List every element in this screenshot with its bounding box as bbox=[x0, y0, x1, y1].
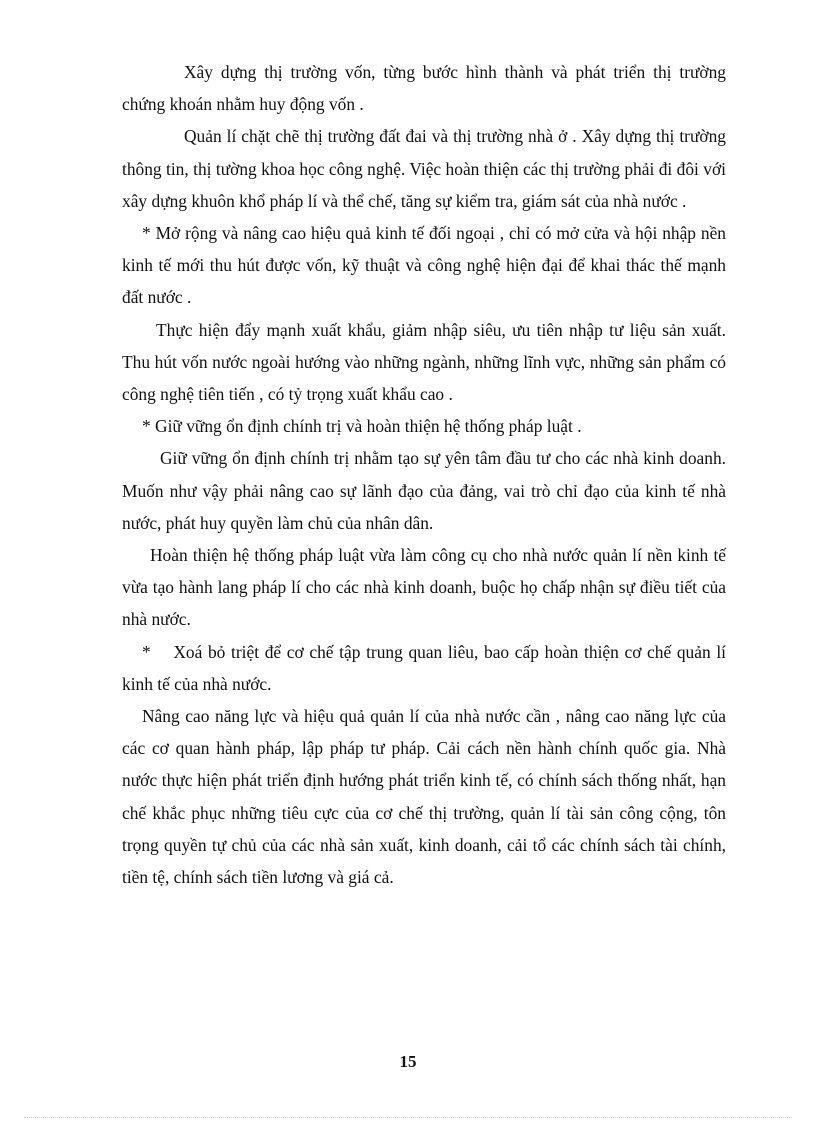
paragraph-legal-system: Hoàn thiện hệ thống pháp luật vừa làm công cụ cho nhà nước quản lí nền kinh tế vừa tạo hành lang pháp lí cho các nhà kinh doanh, buộc họ chấp nhận sự điều tiết của nhà nước. bbox=[122, 545, 726, 630]
paragraph-land-housing-market: Quản lí chặt chẽ thị trường đất đai và thị trường nhà ở . Xây dựng thị trường thông tin, thị tường khoa học công nghệ. Việc hoàn thiện các thị trường phải đi đôi với xây dựng khuôn khổ pháp lí và thể chế, tăng sự kiểm tra, giám sát của nhà nước . bbox=[122, 126, 726, 211]
paragraph-foreign-economics: * Mở rộng và nâng cao hiệu quả kinh tế đối ngoại , chỉ có mở cửa và hội nhập nền kinh tế mới thu hút được vốn, kỹ thuật và công nghệ hiện đại để khai thác thế mạnh đất nước . bbox=[122, 223, 726, 308]
paragraph-state-capacity: Nâng cao năng lực và hiệu quả quản lí của nhà nước cần , nâng cao năng lực của các cơ quan hành pháp, lập pháp tư pháp. Cải cách nền hành chính quốc gia. Nhà nước thực hiện phát triển định hướng phát triển kinh tế, có chính sách thống nhất, hạn chế khắc phục những tiêu cực của cơ chế thị trường, quản lí tài sản công cộng, tôn trọng quyền tự chủ của các nhà sản xuất, kinh doanh, cải tổ các chính sách tài chính, tiền tệ, chính sách tiền lương và giá cả. bbox=[122, 706, 726, 888]
paragraph-political-stability-heading: * Giữ vững ổn định chính trị và hoàn thiện hệ thống pháp luật . bbox=[142, 416, 582, 437]
body-text bbox=[122, 56, 731, 893]
page-bottom-divider bbox=[24, 1117, 792, 1118]
paragraph-abolish-subsidy: * Xoá bỏ triệt để cơ chế tập trung quan liêu, bao cấp hoàn thiện cơ chế quản lí kinh tế của nhà nước. bbox=[122, 641, 731, 694]
paragraph-political-stability: Giữ vững ổn định chính trị nhằm tạo sự yên tâm đầu tư cho các nhà kinh doanh. Muốn như vậy phải nâng cao sự lãnh đạo của đảng, vai trò chỉ đạo của kinh tế nhà nước, phát huy quyền làm chủ của nhân dân. bbox=[122, 448, 726, 533]
page-number: 15 bbox=[399, 1052, 417, 1071]
paragraph-capital-market: Xây dựng thị trường vốn, từng bước hình thành và phát triển thị trường chứng khoán nhằm huy động vốn . bbox=[122, 62, 726, 115]
paragraph-export-promotion: Thực hiện đẩy mạnh xuất khẩu, giảm nhập siêu, ưu tiên nhập tư liệu sản xuất. Thu hút vốn nước ngoài hướng vào những ngành, những lĩnh vực, những sản phẩm có công nghệ tiên tiến , có tỷ trọng xuất khẩu cao . bbox=[122, 319, 726, 405]
